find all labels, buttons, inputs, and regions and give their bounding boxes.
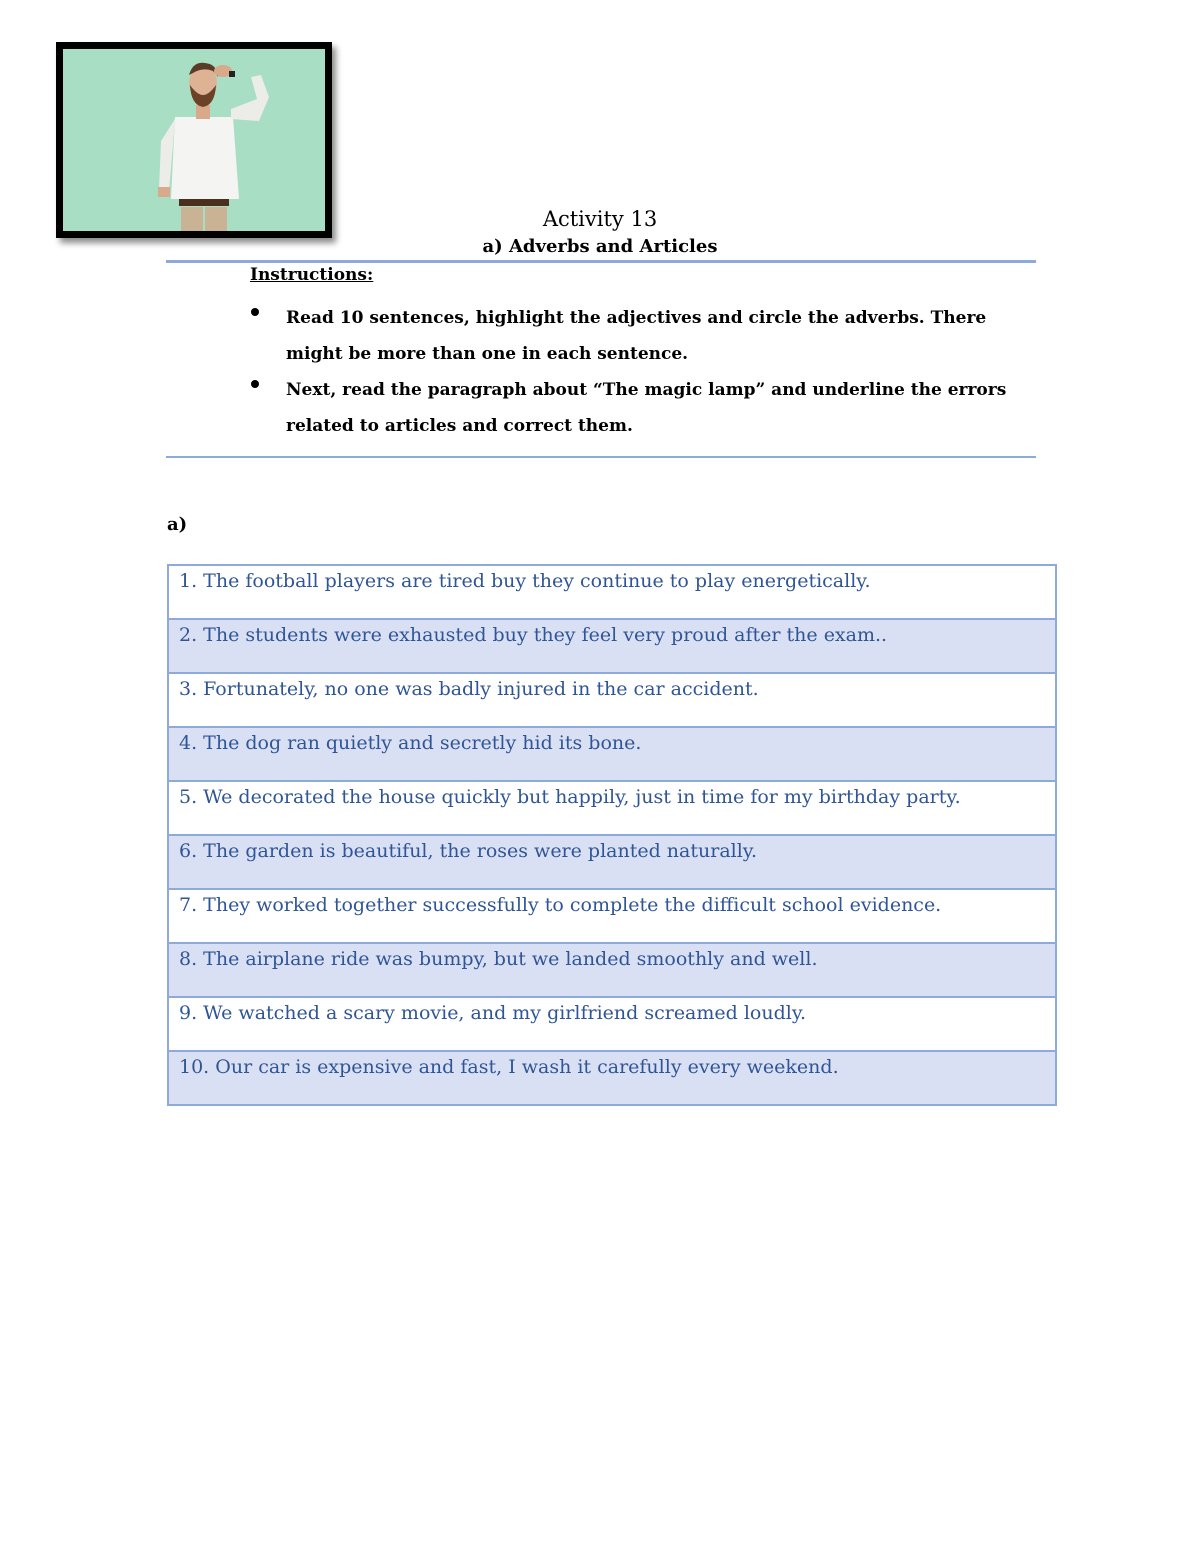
sentence-cell: 6. The garden is beautiful, the roses were planted naturally. <box>168 835 1056 889</box>
table-row <box>168 673 1056 727</box>
sentence-cell: 1. The football players are tired buy they continue to play energetically. <box>168 565 1056 619</box>
bullet-icon <box>251 380 259 388</box>
table-row <box>168 943 1056 997</box>
table-row <box>168 1051 1056 1105</box>
section-label: a) <box>167 514 188 535</box>
instruction-item <box>248 300 1028 372</box>
instructions-list <box>248 300 1028 444</box>
instruction-text: Next, read the paragraph about “The magic lamp” and underline the errors related to articles and correct them. <box>286 380 1007 436</box>
page-title: Activity 13 <box>542 207 658 231</box>
table-row <box>168 619 1056 673</box>
bullet-icon <box>251 308 259 316</box>
sentence-cell: 2. The students were exhausted buy they feel very proud after the exam.. <box>168 619 1056 673</box>
sentence-cell: 8. The airplane ride was bumpy, but we landed smoothly and well. <box>168 943 1056 997</box>
table-row <box>168 727 1056 781</box>
bottom-divider <box>166 456 1036 458</box>
sentence-cell: 9. We watched a scary movie, and my girlfriend screamed loudly. <box>168 997 1056 1051</box>
table-row <box>168 889 1056 943</box>
top-divider <box>166 260 1036 263</box>
table-row <box>168 565 1056 619</box>
sentences-table <box>167 564 1057 1106</box>
table-row <box>168 835 1056 889</box>
sentence-cell: 3. Fortunately, no one was badly injured in the car accident. <box>168 673 1056 727</box>
instructions-heading <box>250 265 373 285</box>
sentence-cell: 4. The dog ran quietly and secretly hid its bone. <box>168 727 1056 781</box>
instructions-colon: : <box>366 265 374 285</box>
table-row <box>168 781 1056 835</box>
sentence-cell: 10. Our car is expensive and fast, I wash it carefully every weekend. <box>168 1051 1056 1105</box>
page-subtitle: a) Adverbs and Articles <box>482 236 718 257</box>
confused-man-illustration <box>63 49 325 231</box>
sentence-cell: 7. They worked together successfully to complete the difficult school evidence. <box>168 889 1056 943</box>
sentence-cell: 5. We decorated the house quickly but happily, just in time for my birthday party. <box>168 781 1056 835</box>
instructions-label-text: Instructions <box>250 265 367 285</box>
instruction-text: Read 10 sentences, highlight the adjectives and circle the adverbs. There might be more than one in each sentence. <box>286 308 987 364</box>
instruction-item <box>248 372 1028 444</box>
table-row <box>168 997 1056 1051</box>
